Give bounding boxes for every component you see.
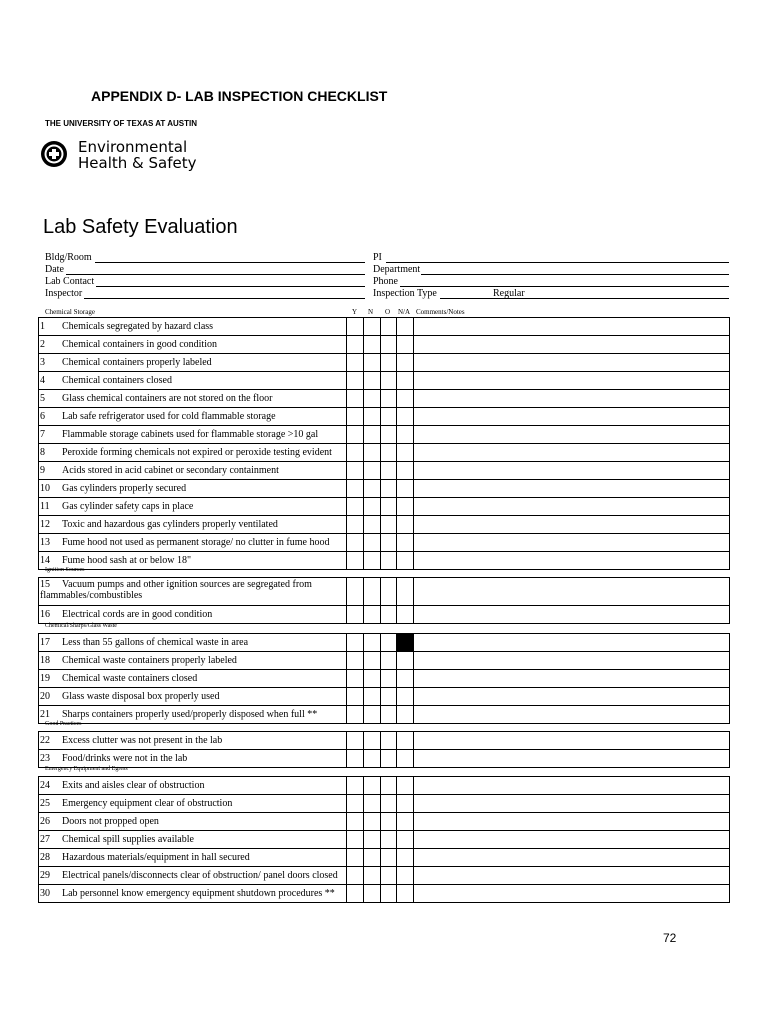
section-table-border xyxy=(38,731,730,768)
item-number: 30 xyxy=(40,888,50,899)
item-number: 3 xyxy=(40,357,45,368)
item-number: 17 xyxy=(40,637,50,648)
appendix-title: APPENDIX D- LAB INSPECTION CHECKLIST xyxy=(91,88,388,104)
item-number: 11 xyxy=(40,501,50,512)
item-text: Exits and aisles clear of obstruction xyxy=(62,780,205,791)
item-text: Electrical panels/disconnects clear of obstruction/ panel doors closed xyxy=(62,870,338,881)
item-number: 4 xyxy=(40,375,45,386)
item-number: 14 xyxy=(40,555,50,566)
section-table-border xyxy=(38,633,730,724)
item-number: 15 xyxy=(40,579,50,590)
item-text: Electrical cords are in good condition xyxy=(62,609,213,620)
column-header-y: Y xyxy=(352,308,358,316)
item-text: Hazardous materials/equipment in hall secured xyxy=(62,852,250,863)
date-label: Date xyxy=(45,264,64,275)
inspector-field[interactable] xyxy=(84,298,365,299)
item-number: 19 xyxy=(40,673,50,684)
pi-field[interactable] xyxy=(386,262,729,263)
ehs-cross-icon xyxy=(40,140,68,168)
item-number: 20 xyxy=(40,691,50,702)
lab-contact-label: Lab Contact xyxy=(45,276,95,287)
item-number: 22 xyxy=(40,735,50,746)
item-number: 13 xyxy=(40,537,50,548)
item-text: Acids stored in acid cabinet or secondary containment xyxy=(62,465,279,476)
department-label: Department xyxy=(373,264,421,275)
item-text: Vacuum pumps and other ignition sources are segregated from flammables/combustibles xyxy=(40,579,312,601)
item-number: 25 xyxy=(40,798,50,809)
item-text: Chemical spill supplies available xyxy=(62,834,194,845)
column-header-n: N xyxy=(368,308,374,316)
item-text: Glass chemical containers are not stored on the floor xyxy=(62,393,273,404)
ehs-logo xyxy=(40,138,210,174)
item-text: Chemical containers in good condition xyxy=(62,339,217,350)
item-number: 6 xyxy=(40,411,45,422)
section-title: Ignition Sources xyxy=(45,567,85,573)
lab-contact-field[interactable] xyxy=(96,286,365,287)
item-number: 5 xyxy=(40,393,45,404)
item-text: Excess clutter was not present in the lab xyxy=(62,735,223,746)
section-title: Chemical/Sharps/Glass Waste xyxy=(45,623,117,629)
item-text: Gas cylinders properly secured xyxy=(62,483,187,494)
item-text: Glass waste disposal box properly used xyxy=(62,691,220,702)
inspector-label: Inspector xyxy=(45,288,83,299)
pi-label: PI xyxy=(373,252,382,263)
item-text: Emergency equipment clear of obstruction xyxy=(62,798,233,809)
item-text: Peroxide forming chemicals not expired or peroxide testing evident xyxy=(62,447,332,458)
item-number: 2 xyxy=(40,339,45,350)
section-title: Chemical Storage xyxy=(45,308,95,316)
university-name: THE UNIVERSITY OF TEXAS AT AUSTIN xyxy=(45,119,198,128)
item-number: 16 xyxy=(40,609,50,620)
item-text: Chemical containers closed xyxy=(62,375,172,386)
item-text: Gas cylinder safety caps in place xyxy=(62,501,194,512)
section-title: Emergency Equipment and Egress xyxy=(45,766,128,772)
date-field[interactable] xyxy=(66,274,365,275)
logo-text-line2: Health & Safety xyxy=(78,154,197,172)
inspection-type-label: Inspection Type xyxy=(373,288,437,299)
item-number: 10 xyxy=(40,483,50,494)
item-text: Fume hood sash at or below 18" xyxy=(62,555,192,566)
page-number: 72 xyxy=(663,931,677,945)
inspection-type-field[interactable] xyxy=(440,298,729,299)
section-title: Good Practices xyxy=(45,721,82,727)
item-number: 8 xyxy=(40,447,45,458)
item-text: Chemical waste containers properly labeled xyxy=(62,655,237,666)
item-number: 9 xyxy=(40,465,45,476)
item-text: Doors not propped open xyxy=(62,816,159,827)
bldg-room-field[interactable] xyxy=(95,262,365,263)
section-table-border xyxy=(38,776,730,903)
item-number: 24 xyxy=(40,780,50,791)
item-number: 1 xyxy=(40,321,45,332)
item-number: 26 xyxy=(40,816,50,827)
item-text: Chemical waste containers closed xyxy=(62,673,198,684)
column-header-na: N/A xyxy=(398,308,411,316)
phone-label: Phone xyxy=(373,276,398,287)
section-table-border xyxy=(38,317,730,570)
item-text: Less than 55 gallons of chemical waste in area xyxy=(62,637,249,648)
item-text: Chemicals segregated by hazard class xyxy=(62,321,214,332)
department-field[interactable] xyxy=(421,274,729,275)
item-number: 23 xyxy=(40,753,50,764)
item-text: Chemical containers properly labeled xyxy=(62,357,212,368)
bldg-room-label: Bldg/Room xyxy=(45,252,92,263)
item-number: 27 xyxy=(40,834,50,845)
item-text: Food/drinks were not in the lab xyxy=(62,753,188,764)
phone-field[interactable] xyxy=(400,286,729,287)
column-header-comments: Comments/Notes xyxy=(416,308,465,316)
column-header-o: O xyxy=(385,308,391,316)
item-text: Fume hood not used as permanent storage/ no clutter in fume hood xyxy=(62,537,330,548)
item-number: 29 xyxy=(40,870,50,881)
item-text: Lab safe refrigerator used for cold flammable storage xyxy=(62,411,276,422)
item-number: 28 xyxy=(40,852,50,863)
item-number: 12 xyxy=(40,519,50,530)
item-text: Toxic and hazardous gas cylinders properly ventilated xyxy=(62,519,278,530)
item-text: Lab personnel know emergency equipment shutdown procedures ** xyxy=(62,888,335,899)
logo-text-line1: Environmental xyxy=(78,138,188,156)
page-title: Lab Safety Evaluation xyxy=(43,216,238,238)
item-text: Flammable storage cabinets used for flammable storage >10 gal xyxy=(62,429,319,440)
inspection-type-value: Regular xyxy=(493,288,525,299)
item-number: 21 xyxy=(40,709,50,720)
item-text: Sharps containers properly used/properly disposed when full ** xyxy=(62,709,318,720)
section-table-border xyxy=(38,577,730,624)
item-number: 7 xyxy=(40,429,45,440)
item-number: 18 xyxy=(40,655,50,666)
